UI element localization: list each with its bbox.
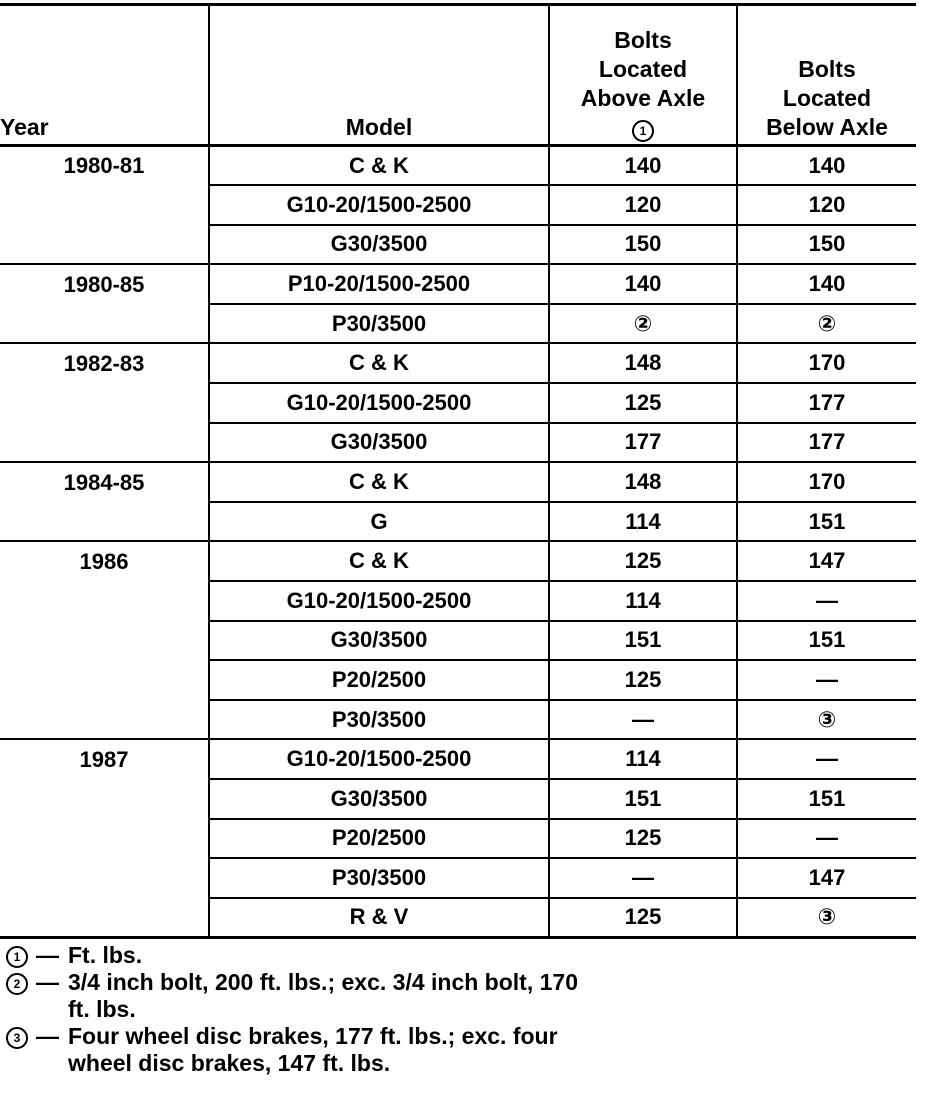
below-axle-cell: 151 <box>737 621 916 661</box>
above-axle-cell: 140 <box>549 264 737 304</box>
above-axle-header-line: Bolts <box>614 27 672 53</box>
year-cell <box>0 581 209 621</box>
year-cell: 1986 <box>0 541 209 581</box>
above-axle-cell: 114 <box>549 502 737 542</box>
year-cell <box>0 225 209 265</box>
model-cell: P10-20/1500-2500 <box>209 264 549 304</box>
above-axle-cell: 148 <box>549 343 737 383</box>
below-axle-header-line: Located <box>782 85 872 111</box>
below-axle-cell: 151 <box>737 502 916 542</box>
below-axle-cell: ② <box>737 304 916 344</box>
above-axle-cell: 151 <box>549 621 737 661</box>
year-cell <box>0 898 209 938</box>
footnote-1-marker: 1 <box>632 120 654 142</box>
table-row <box>0 739 916 779</box>
below-axle-header-line: Below Axle <box>766 114 888 140</box>
header-row <box>0 5 916 146</box>
model-cell: G30/3500 <box>209 621 549 661</box>
model-cell: G <box>209 502 549 542</box>
table-row <box>0 462 916 502</box>
table-row <box>0 700 916 740</box>
below-axle-cell: 177 <box>737 423 916 463</box>
model-cell: G10-20/1500-2500 <box>209 581 549 621</box>
year-cell: 1980-85 <box>0 264 209 304</box>
footnote-marker: 1 <box>6 946 28 968</box>
year-header: Year <box>0 114 49 140</box>
below-axle-cell: 147 <box>737 541 916 581</box>
above-axle-cell: 140 <box>549 146 737 186</box>
above-axle-cell: — <box>549 700 737 740</box>
table-row <box>0 898 916 938</box>
below-axle-cell: 140 <box>737 264 916 304</box>
year-cell: 1984-85 <box>0 462 209 502</box>
year-cell: 1982-83 <box>0 343 209 383</box>
below-axle-cell: — <box>737 739 916 779</box>
model-cell: P30/3500 <box>209 858 549 898</box>
above-axle-cell: 125 <box>549 819 737 859</box>
year-cell <box>0 423 209 463</box>
year-cell <box>0 304 209 344</box>
below-axle-cell: ③ <box>737 898 916 938</box>
above-axle-header-line: Above Axle <box>580 85 706 111</box>
below-axle-cell: 120 <box>737 185 916 225</box>
below-axle-cell: 140 <box>737 146 916 186</box>
model-cell: P20/2500 <box>209 819 549 859</box>
year-cell: 1980-81 <box>0 146 209 186</box>
above-axle-cell: 125 <box>549 898 737 938</box>
model-cell: P20/2500 <box>209 660 549 700</box>
table-row <box>0 581 916 621</box>
year-cell <box>0 858 209 898</box>
footnote-text: Ft. lbs. <box>68 942 143 968</box>
below-axle-cell: 170 <box>737 462 916 502</box>
footnote-1: 1 — Ft. lbs. <box>6 942 606 969</box>
bolt-torque-table <box>0 3 916 939</box>
year-cell <box>0 779 209 819</box>
year-cell <box>0 185 209 225</box>
model-cell: C & K <box>209 146 549 186</box>
table-row <box>0 423 916 463</box>
model-cell: G10-20/1500-2500 <box>209 383 549 423</box>
table-row <box>0 621 916 661</box>
model-cell: G10-20/1500-2500 <box>209 185 549 225</box>
model-cell: G10-20/1500-2500 <box>209 739 549 779</box>
table-row <box>0 502 916 542</box>
year-cell <box>0 621 209 661</box>
below-axle-cell: 151 <box>737 779 916 819</box>
table-row <box>0 343 916 383</box>
year-cell <box>0 660 209 700</box>
table-row <box>0 541 916 581</box>
below-axle-header <box>737 5 916 146</box>
above-axle-cell: 151 <box>549 779 737 819</box>
below-axle-cell: ③ <box>737 700 916 740</box>
model-cell: R & V <box>209 898 549 938</box>
table-row <box>0 146 916 186</box>
year-cell: 1987 <box>0 739 209 779</box>
above-axle-cell: 177 <box>549 423 737 463</box>
year-cell <box>0 819 209 859</box>
table-row <box>0 225 916 265</box>
above-axle-header <box>549 5 737 146</box>
table-row <box>0 819 916 859</box>
above-axle-cell: 150 <box>549 225 737 265</box>
below-axle-cell: — <box>737 581 916 621</box>
above-axle-cell: 125 <box>549 660 737 700</box>
table-row <box>0 185 916 225</box>
footnote-3: 3 — Four wheel disc brakes, 177 ft. lbs.; exc. four wheel disc brakes, 147 ft. lbs. <box>6 1023 606 1077</box>
model-header: Model <box>209 5 549 146</box>
table-row <box>0 304 916 344</box>
footnote-marker: 3 <box>6 1027 28 1049</box>
below-axle-cell: — <box>737 660 916 700</box>
model-cell: C & K <box>209 462 549 502</box>
table-row <box>0 779 916 819</box>
model-cell: G30/3500 <box>209 779 549 819</box>
model-cell: G30/3500 <box>209 225 549 265</box>
footnote-2: 2 — 3/4 inch bolt, 200 ft. lbs.; exc. 3/4 inch bolt, 170 ft. lbs. <box>6 969 606 1023</box>
above-axle-cell: 125 <box>549 541 737 581</box>
footnote-text: Four wheel disc brakes, 177 ft. lbs.; exc. four wheel disc brakes, 147 ft. lbs. <box>68 1023 558 1076</box>
above-axle-cell: 114 <box>549 581 737 621</box>
table-row <box>0 660 916 700</box>
model-cell: G30/3500 <box>209 423 549 463</box>
below-axle-cell: — <box>737 819 916 859</box>
year-cell <box>0 383 209 423</box>
year-cell <box>0 700 209 740</box>
table-row <box>0 858 916 898</box>
footnote-text: 3/4 inch bolt, 200 ft. lbs.; exc. 3/4 inch bolt, 170 ft. lbs. <box>68 969 578 1022</box>
above-axle-cell: ② <box>549 304 737 344</box>
model-cell: P30/3500 <box>209 700 549 740</box>
model-cell: C & K <box>209 343 549 383</box>
above-axle-cell: 148 <box>549 462 737 502</box>
footnotes <box>6 942 606 1077</box>
above-axle-cell: 125 <box>549 383 737 423</box>
below-axle-cell: 150 <box>737 225 916 265</box>
below-axle-header-line: Bolts <box>798 56 856 82</box>
table-row <box>0 383 916 423</box>
model-cell: C & K <box>209 541 549 581</box>
below-axle-cell: 147 <box>737 858 916 898</box>
above-axle-cell: — <box>549 858 737 898</box>
year-cell <box>0 502 209 542</box>
below-axle-cell: 170 <box>737 343 916 383</box>
below-axle-cell: 177 <box>737 383 916 423</box>
above-axle-header-line: Located <box>598 56 688 82</box>
table-row <box>0 264 916 304</box>
above-axle-cell: 120 <box>549 185 737 225</box>
above-axle-cell: 114 <box>549 739 737 779</box>
table-body <box>0 146 916 938</box>
model-cell: P30/3500 <box>209 304 549 344</box>
footnote-marker: 2 <box>6 973 28 995</box>
